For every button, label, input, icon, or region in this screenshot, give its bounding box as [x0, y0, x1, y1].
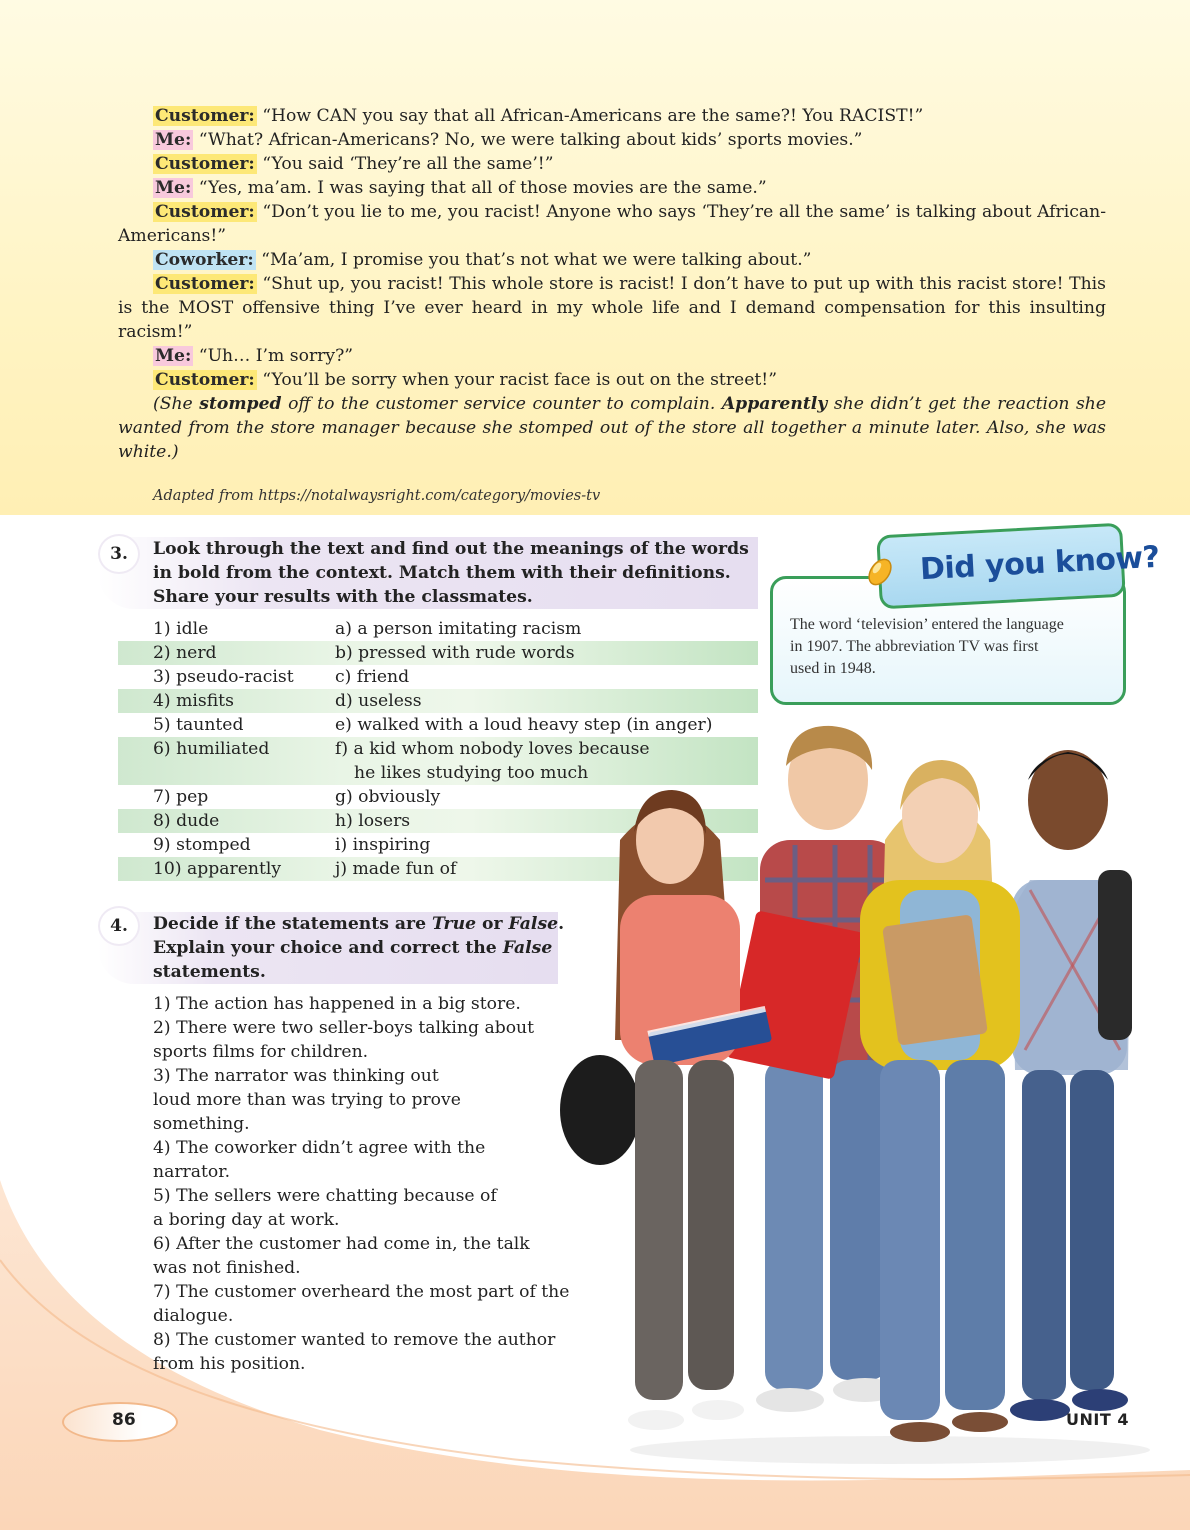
- speaker-label: Customer:: [155, 154, 255, 174]
- dialogue-text: [118, 104, 1106, 464]
- speaker-label: Me:: [155, 130, 192, 150]
- students-photo: [560, 720, 1190, 1470]
- list-item: 2) There were two seller-boys talking about: [153, 1018, 535, 1038]
- table-row: 8) dude h) losers: [118, 809, 758, 833]
- source-citation: Adapted from https://notalwaysright.com/category/movies-tv: [153, 488, 601, 504]
- student-figure: [560, 790, 772, 1430]
- task-3-instructions: Look through the text and find out the meanings of the words in bold from the context. Match them with their definitions. Share your results with the classmates.: [153, 539, 749, 607]
- dialogue-line: Customer: “You’ll be sorry when your racist face is out on the street!”: [155, 370, 777, 390]
- task-number: 4.: [98, 906, 140, 946]
- page-number-badge: [62, 1402, 178, 1442]
- unit-label: UNIT 4: [1066, 1410, 1129, 1429]
- statements-list: [153, 992, 569, 1376]
- student-figure: [726, 726, 900, 1412]
- table-row: 10) apparently j) made fun of: [118, 857, 758, 881]
- list-item: 6) After the customer had come in, the talk: [153, 1234, 530, 1254]
- list-item: narrator.: [153, 1162, 231, 1182]
- dialogue-line: Me: “Yes, ma’am. I was saying that all of those movies are the same.”: [155, 178, 767, 198]
- task-number: 3.: [98, 534, 140, 574]
- pin-icon: [862, 556, 898, 590]
- speaker-label: Customer:: [155, 202, 255, 222]
- speaker-label: Customer:: [155, 274, 255, 294]
- bold-word: stomped: [199, 394, 282, 414]
- student-figure: [1010, 750, 1132, 1421]
- dialogue-line: Me: “What? African-Americans? No, we were talking about kids’ sports movies.”: [155, 130, 863, 150]
- list-item: dialogue.: [153, 1306, 234, 1326]
- bold-word: Apparently: [721, 394, 828, 414]
- dialogue-line: Customer: “Shut up, you racist! This whole store is racist! I don’t have to put up with this racist store! This is the MOST offensive thing I’ve ever heard in my whole life and I demand compensation for this insulting racism!”: [118, 274, 1106, 342]
- list-item: 7) The customer overheard the most part of the: [153, 1282, 570, 1302]
- table-row: 1) idle a) a person imitating racism: [153, 619, 582, 639]
- table-row: 5) taunted e) walked with a loud heavy step (in anger): [153, 715, 713, 735]
- table-row: 7) pep g) obviously: [153, 787, 441, 807]
- narration: (She stomped off to the customer service counter to complain. Apparently she didn’t get the reaction she wanted from the store manager because she stomped out of the store all together a minute later. Also, she was white.): [118, 394, 1107, 462]
- list-item: 5) The sellers were chatting because of: [153, 1186, 497, 1206]
- list-item: sports films for children.: [153, 1042, 369, 1062]
- speaker-label: Customer:: [155, 370, 255, 390]
- speaker-label: Coworker:: [155, 250, 254, 270]
- list-item: was not finished.: [153, 1258, 301, 1278]
- table-row: 4) misfits d) useless: [118, 689, 758, 713]
- list-item: loud more than was trying to prove: [153, 1090, 461, 1110]
- list-item: 8) The customer wanted to remove the author: [153, 1330, 556, 1350]
- dialogue-line: Customer: “You said ‘They’re all the same’!”: [155, 154, 554, 174]
- dialogue-line: Coworker: “Ma’am, I promise you that’s not what we were talking about.”: [155, 250, 812, 270]
- table-row: 9) stomped i) inspiring: [153, 835, 431, 855]
- speaker-label: Me:: [155, 178, 192, 198]
- did-you-know-title: Did you know?: [919, 539, 1161, 588]
- dialogue-line: Customer: “Don’t you lie to me, you racist! Anyone who says ‘They’re all the same’ is talking about African-Americans!”: [118, 202, 1106, 246]
- list-item: from his position.: [153, 1354, 306, 1374]
- table-row: 2) nerd b) pressed with rude words: [118, 641, 758, 665]
- list-item: 1) The action has happened in a big store.: [153, 994, 521, 1014]
- dialogue-line: Customer: “How CAN you say that all African-Americans are the same?! You RACIST!”: [155, 106, 924, 126]
- list-item: 4) The coworker didn’t agree with the: [153, 1138, 486, 1158]
- table-row: 6) humiliated f) a kid whom nobody loves because he likes studying too much: [118, 737, 758, 785]
- dialogue-line: Me: “Uh… I’m sorry?”: [155, 346, 354, 366]
- list-item: a boring day at work.: [153, 1210, 340, 1230]
- list-item: 3) The narrator was thinking out: [153, 1066, 439, 1086]
- task-4-instructions: Decide if the statements are True or False. Explain your choice and correct the False statements.: [153, 914, 565, 982]
- did-you-know-text: The word ‘television’ entered the language in 1907. The abbreviation TV was first used in 1948.: [790, 616, 1064, 677]
- speaker-label: Me:: [155, 346, 192, 366]
- speaker-label: Customer:: [155, 106, 255, 126]
- page-number: 86: [112, 1410, 136, 1430]
- list-item: something.: [153, 1114, 250, 1134]
- table-row: 3) pseudo-racist c) friend: [153, 667, 410, 687]
